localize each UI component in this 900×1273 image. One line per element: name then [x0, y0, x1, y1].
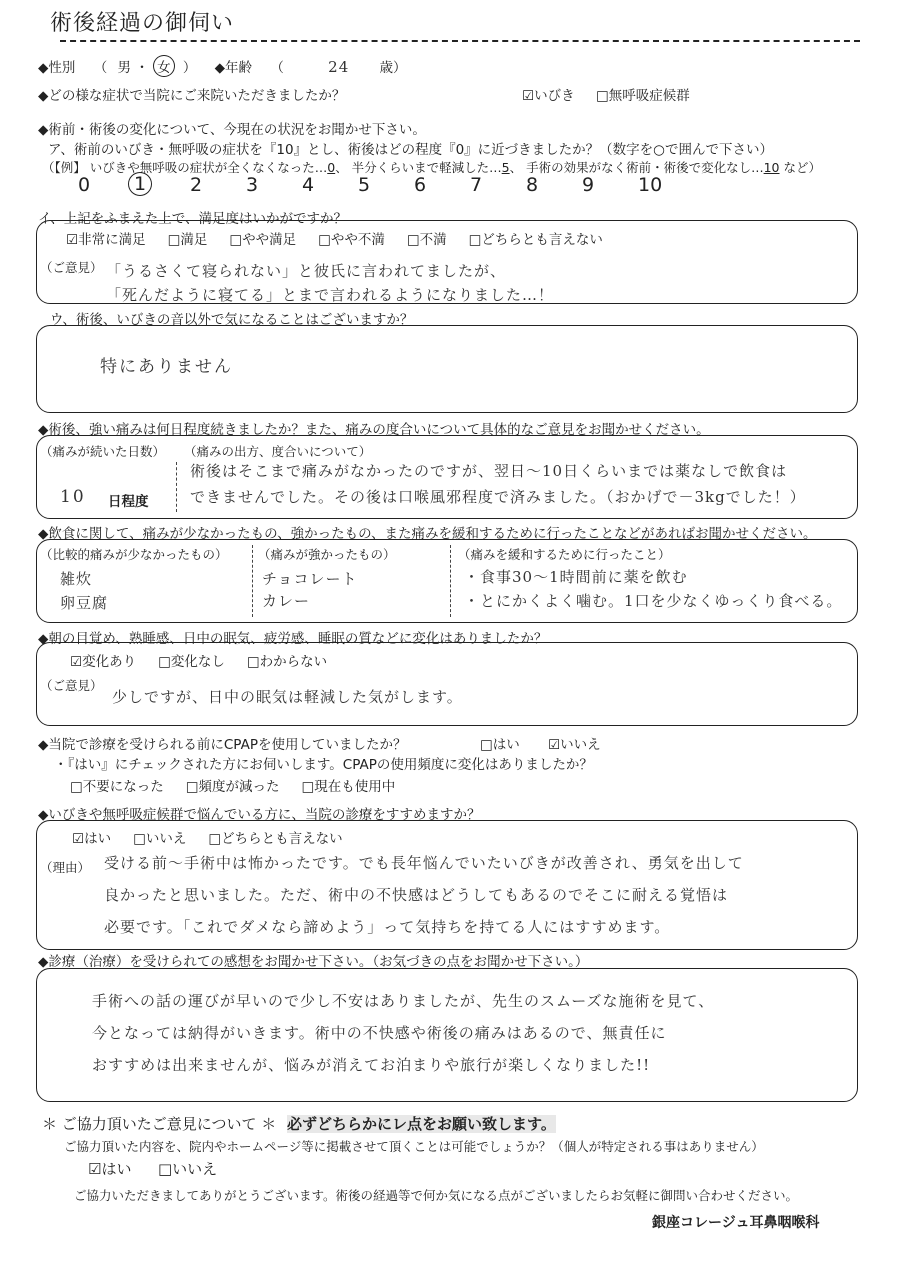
- scale-option-1[interactable]: 1: [128, 172, 152, 196]
- q3-comment-line1[interactable]: 「うるさくて寝られない」と彼氏に言われてましたが、: [106, 262, 507, 280]
- q9-question: ◆いびきや無呼吸症候群で悩んでいる方に、当院の診療をすすめますか？: [38, 807, 481, 823]
- page-title: 術後経過の御伺い: [50, 11, 235, 36]
- scale-option-0[interactable]: 0: [78, 174, 91, 196]
- q8-option-0[interactable]: □不要になった: [70, 779, 164, 795]
- scale-option-10[interactable]: 10: [638, 174, 663, 196]
- sex-label: ◆性別: [38, 60, 76, 76]
- q1-option-apnea[interactable]: □無呼吸症候群: [596, 88, 690, 104]
- q3-option-0[interactable]: ☑非常に満足: [66, 232, 146, 248]
- sex-female-circled[interactable]: 女: [153, 55, 175, 77]
- footer-no[interactable]: □いいえ: [158, 1160, 218, 1178]
- q5-question: ◆術後、強い痛みは何日程度続きましたか？また、痛みの度合いについて具体的なご意見をお聞かせください。: [38, 422, 710, 438]
- q9-reason-3[interactable]: 必要です。「これでダメなら諦めよう」って気持ちを持てる人にはすすめます。: [104, 918, 671, 936]
- age-label: ◆年齢: [214, 60, 253, 76]
- q9-reason-1[interactable]: 受ける前～手術中は怖かったです。でも長年悩んでいたいびきが改善され、勇気を出して: [104, 854, 744, 872]
- q3-option-4[interactable]: □不満: [406, 232, 447, 248]
- q6-less-1[interactable]: 雑炊: [60, 570, 93, 588]
- q3-options: [66, 228, 625, 248]
- q7-options: [70, 650, 349, 670]
- q6-less-label: （比較的痛みが少なかったもの）: [40, 547, 228, 562]
- clinic-name: 銀座コレージュ耳鼻咽喉科: [652, 1215, 820, 1231]
- q6-divider-2: [450, 545, 451, 617]
- scale-option-6[interactable]: 6: [414, 174, 427, 196]
- q6-strong-label: （痛みが強かったもの）: [258, 547, 396, 562]
- q5-divider: [176, 462, 177, 512]
- q9-option-2[interactable]: □どちらとも言えない: [208, 831, 343, 847]
- q5-detail-line1[interactable]: 術後はそこまで痛みがなかったのですが、翌日～10日くらいまでは薬なしで飲食は: [190, 462, 788, 480]
- q8-yes[interactable]: □はい: [480, 737, 520, 753]
- q8-options: [70, 775, 417, 795]
- q6-relief-2[interactable]: ・とにかくよく噛む。1口を少なくゆっくり食べる。: [464, 592, 843, 610]
- q2-scale: [78, 174, 718, 202]
- q7-question: ◆朝の目覚め、熟睡感、日中の眠気、疲労感、睡眠の質などに変化はありましたか？: [38, 631, 548, 647]
- q3-comment-label: （ご意見）: [40, 260, 103, 275]
- q8-sub: ・『はい』にチェックされた方にお伺いします。CPAPの使用頻度に変化はありましたか？: [54, 757, 593, 773]
- q6-less-2[interactable]: 卵豆腐: [60, 594, 109, 612]
- footer-heading: ＊ ご協力頂いたご意見について ＊ 必ずどちらかにレ点をお願い致します。: [42, 1115, 556, 1133]
- q5-detail-line2[interactable]: できませんでした。その後は口喉風邪程度で済みました。（おかげで－3kgでした！）: [190, 488, 806, 506]
- scale-option-9[interactable]: 9: [582, 174, 595, 196]
- basic-info-row: ◆性別 （ 男 ・ 女 ） ◆年齢 （ 24 歳）: [38, 55, 407, 77]
- q2-sub: ア、術前のいびき・無呼吸の症状を『10』とし、術後はどの程度『0』に近づきましたか？（数字を○で囲んで下さい）: [48, 142, 773, 158]
- q6-strong-1[interactable]: チョコレート: [262, 570, 358, 588]
- q1-question: ◆どの様な症状で当院にご来院いただきましたか？: [38, 88, 346, 104]
- q9-reason-label: （理由）: [40, 860, 91, 875]
- q10-line1[interactable]: 手術への話の運びが早いので少し不安はありましたが、先生のスムーズな施術を見て、: [92, 992, 715, 1010]
- scale-option-2[interactable]: 2: [190, 174, 203, 196]
- q6-strong-2[interactable]: カレー: [262, 592, 311, 610]
- q7-comment-label: （ご意見）: [40, 678, 103, 693]
- q3-option-5[interactable]: □どちらとも言えない: [468, 232, 603, 248]
- q9-option-0[interactable]: ☑はい: [72, 831, 112, 847]
- q9-reason-2[interactable]: 良かったと思いました。ただ、術中の不快感はどうしてもあるのでそこに耐える覚悟は: [104, 886, 729, 904]
- title-divider: [60, 40, 860, 42]
- q5-detail-label: （痛みの出方、度合いについて）: [184, 444, 372, 459]
- q7-option-1[interactable]: □変化なし: [158, 654, 225, 670]
- q5-days-label: （痛みが続いた日数）: [40, 444, 166, 459]
- q6-relief-label: （痛みを緩和するために行ったこと）: [458, 547, 671, 562]
- q1-option-snoring[interactable]: ☑いびき: [522, 88, 575, 104]
- footer-yes[interactable]: ☑はい: [88, 1160, 132, 1178]
- scale-option-4[interactable]: 4: [302, 174, 315, 196]
- q8-no[interactable]: ☑いいえ: [548, 737, 601, 753]
- q9-option-1[interactable]: □いいえ: [133, 831, 187, 847]
- q8-question: ◆当院で診療を受けられる前にCPAPを使用していましたか？: [38, 737, 407, 753]
- q6-relief-1[interactable]: ・食事30～1時間前に薬を飲む: [464, 568, 688, 586]
- q5-days-value[interactable]: 10: [60, 487, 86, 507]
- q3-comment-line2[interactable]: 「死んだように寝てる」とまで言われるようになりました…！: [106, 286, 555, 304]
- q2-example: （【例】 いびきや無呼吸の症状が全くなくなった…0、 半分くらいまで軽減した…5、 手術の効果がなく術前・術後で変化なし…10 など）: [42, 160, 821, 175]
- q3-question: イ、上記をふまえた上で、満足度はいかがですか？: [38, 211, 348, 227]
- q7-option-2[interactable]: □わからない: [246, 654, 328, 670]
- age-value[interactable]: 24: [328, 58, 350, 76]
- scale-option-5[interactable]: 5: [358, 174, 371, 196]
- scale-option-7[interactable]: 7: [470, 174, 483, 196]
- q8-option-1[interactable]: □頻度が減った: [185, 779, 280, 795]
- q8-option-2[interactable]: □現在も使用中: [301, 779, 396, 795]
- scale-option-3[interactable]: 3: [246, 174, 259, 196]
- q7-comment[interactable]: 少しですが、日中の眠気は軽減した気がします。: [112, 688, 463, 706]
- scale-option-8[interactable]: 8: [526, 174, 539, 196]
- footer-consent: ご協力頂いた内容を、院内やホームページ等に掲載させて頂くことは可能でしょうか？（個人が特定される事はありません）: [64, 1139, 764, 1154]
- q3-option-3[interactable]: □やや不満: [318, 232, 385, 248]
- q3-option-1[interactable]: □満足: [167, 232, 208, 248]
- q2-question: ◆術前・術後の変化について、今現在の状況をお聞かせ下さい。: [38, 122, 426, 138]
- q3-option-2[interactable]: □やや満足: [229, 232, 297, 248]
- q10-line2[interactable]: 今となっては納得がいきます。術中の不快感や術後の痛みはあるので、無責任に: [92, 1024, 667, 1042]
- q5-days-unit: 日程度: [108, 494, 149, 510]
- q7-option-0[interactable]: ☑変化あり: [70, 654, 137, 670]
- q6-divider-1: [252, 545, 253, 617]
- q6-question: ◆飲食に関して、痛みが少なかったもの、強かったもの、また痛みを緩和するために行ったことなどがあればお聞かせください。: [38, 526, 817, 542]
- q9-options: [72, 827, 365, 847]
- q4-answer[interactable]: 特にありません: [100, 357, 233, 377]
- q10-line3[interactable]: おすすめは出来ませんが、悩みが消えてお泊まりや旅行が楽しくなりました!!: [92, 1056, 651, 1074]
- q4-question: ウ、術後、いびきの音以外で気になることはございますか？: [50, 312, 414, 328]
- footer-thanks: ご協力いただきましてありがとうございます。術後の経過等で何か気になる点がございましたらお気軽に御問い合わせください。: [74, 1188, 799, 1203]
- q10-question: ◆診療（治療）を受けられての感想をお聞かせ下さい。（お気づきの点をお聞かせ下さい。）: [38, 954, 589, 970]
- sex-male[interactable]: 男: [117, 60, 131, 76]
